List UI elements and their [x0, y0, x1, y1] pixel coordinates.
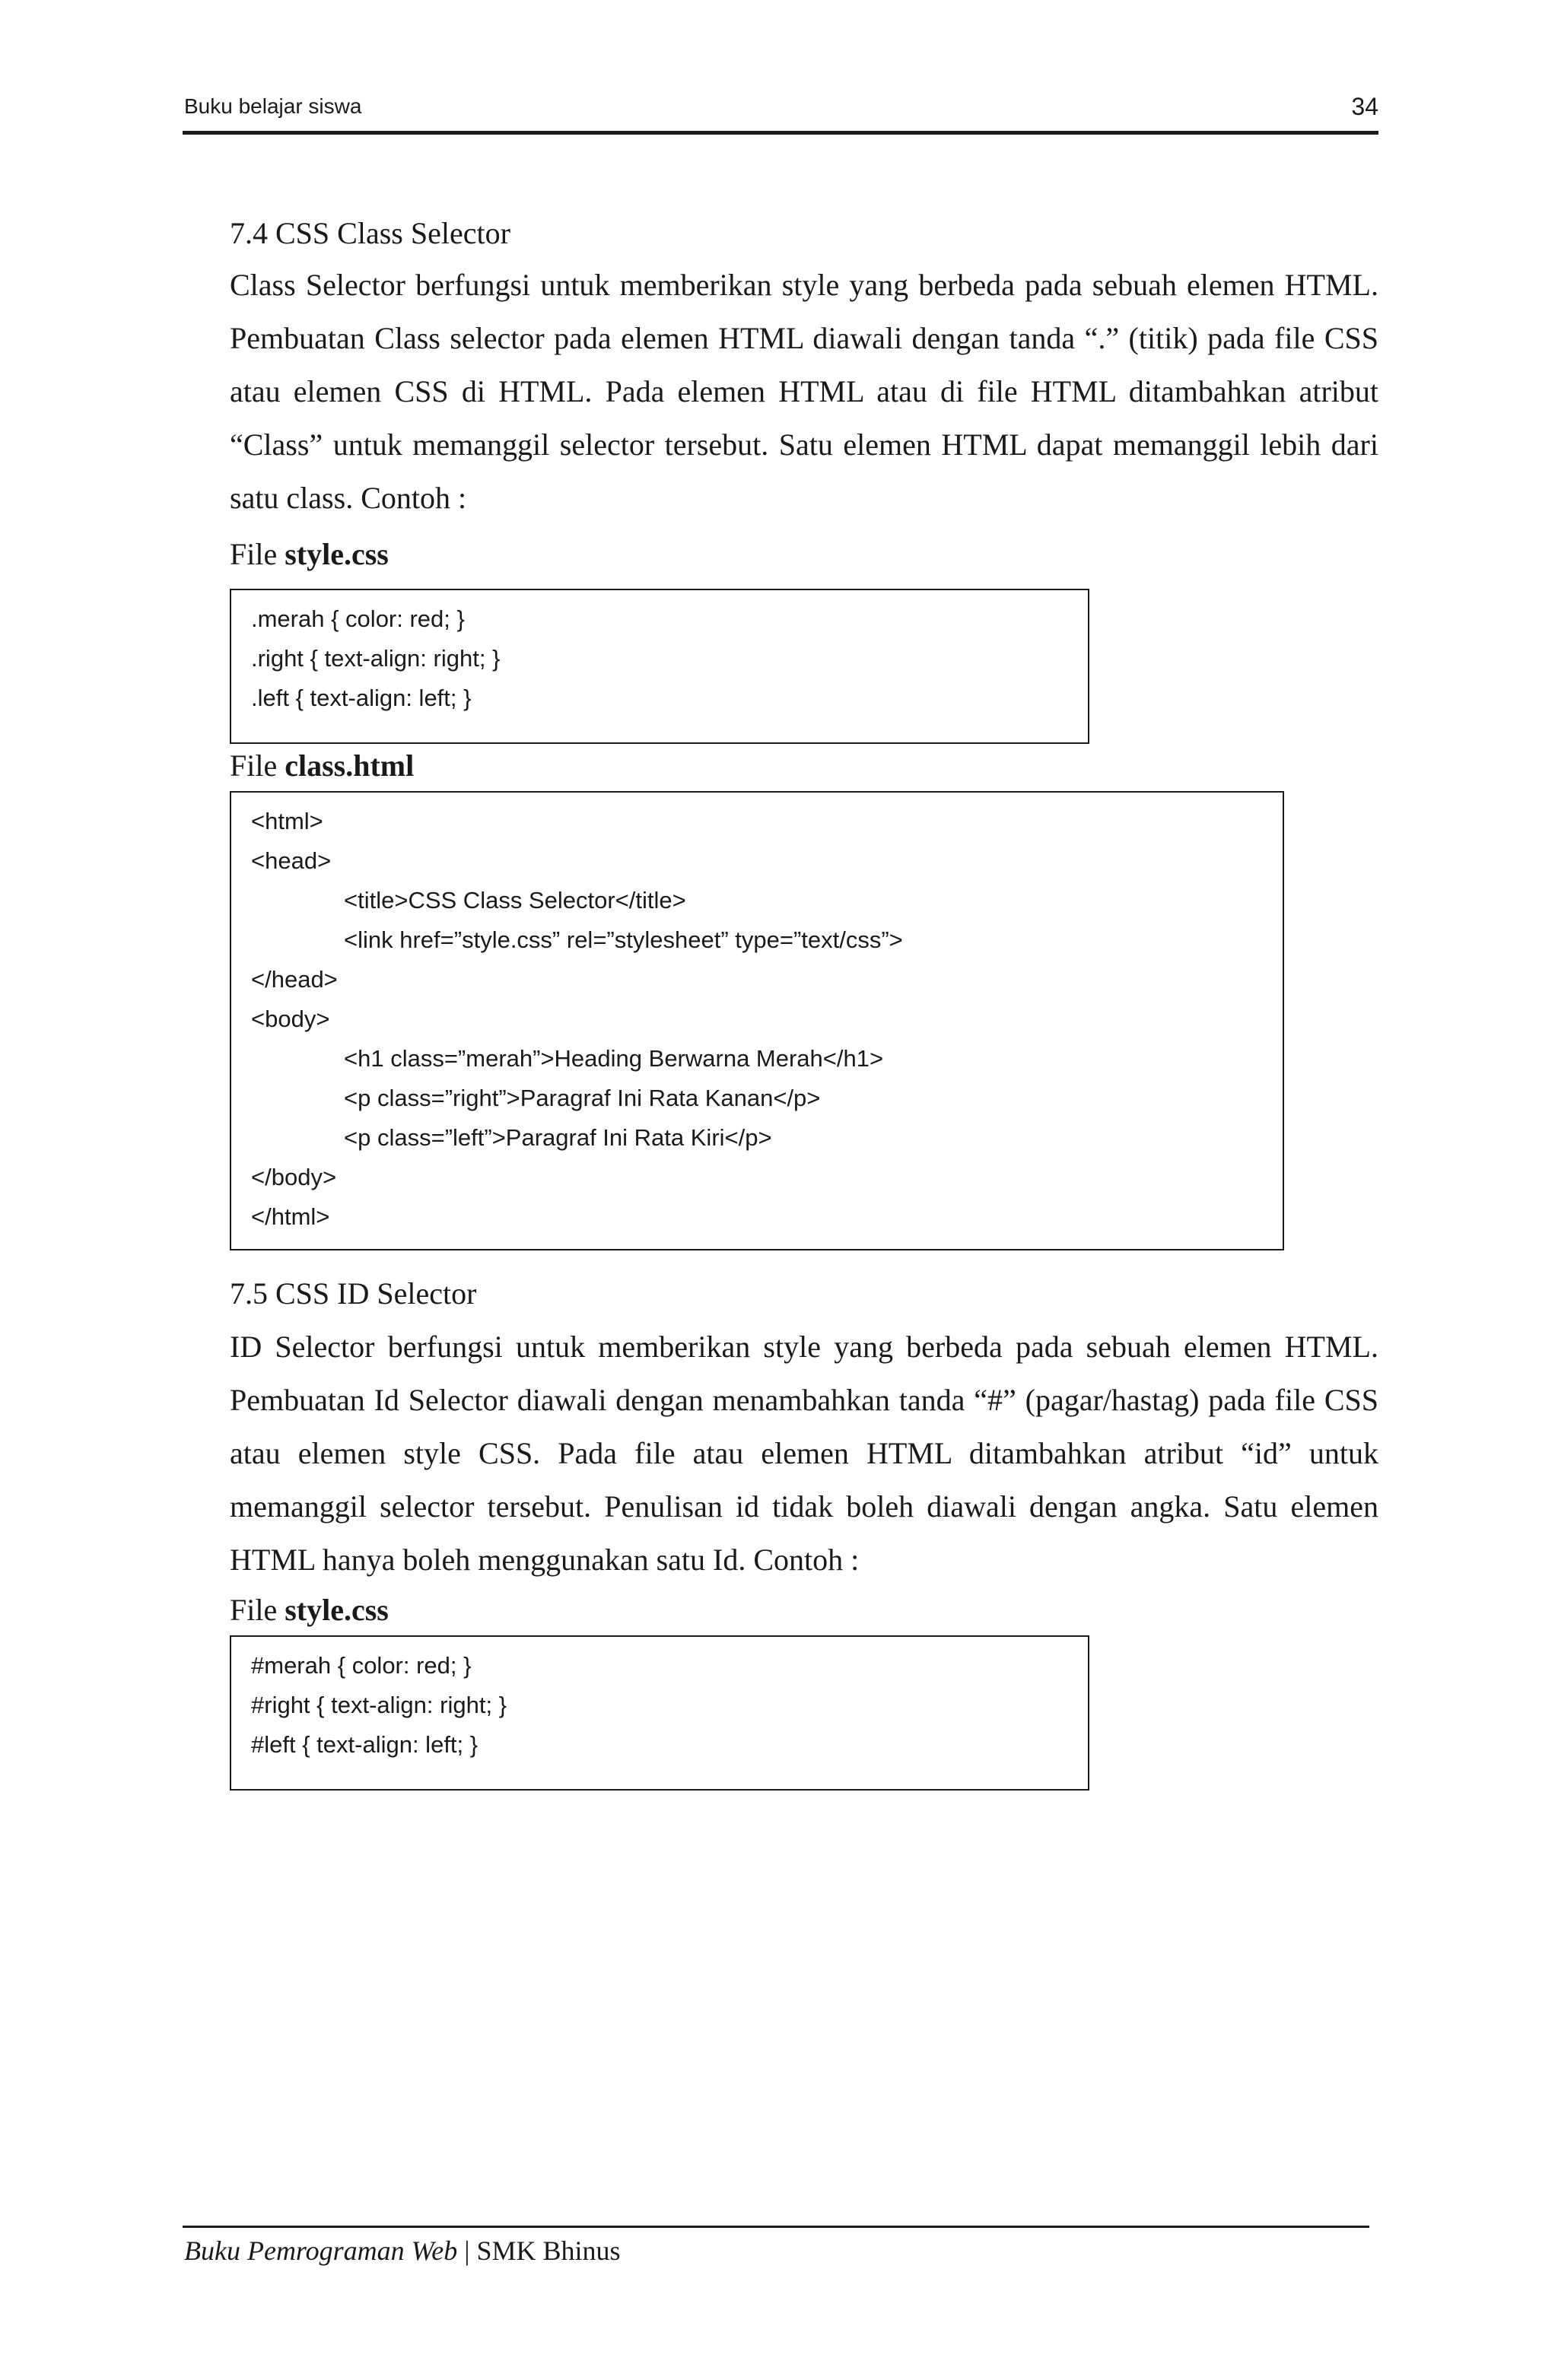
header-rule — [183, 131, 1378, 135]
code-line: .merah { color: red; } — [251, 605, 465, 632]
running-footer — [184, 2235, 621, 2267]
code-line: .left { text-align: left; } — [251, 685, 472, 711]
class-selector-paragraph: Class Selector berfungsi untuk memberikan style yang berbeda pada sebuah elemen HTML. Pembuatan Class selector pada elemen HTML diawali dengan tanda “.” (titik) pada file CSS atau elemen CSS di HTML. Pada elemen HTML atau di file HTML ditambahkan atribut “Class” untuk memanggil selector tersebut. Satu elemen HTML dapat memanggil lebih dari satu class. Contoh : — [230, 268, 1378, 515]
code-line: <title>CSS Class Selector</title> — [344, 887, 686, 914]
footer-separator: | — [457, 2235, 477, 2266]
file-label-prefix: File — [230, 537, 278, 571]
code-line: <head> — [251, 847, 332, 874]
footer-school: SMK Bhinus — [476, 2235, 621, 2266]
code-box-class-html — [230, 791, 1284, 1250]
running-header: Buku belajar siswa — [184, 94, 362, 118]
page-number: 34 — [1351, 93, 1378, 120]
code-line: #right { text-align: right; } — [251, 1692, 507, 1718]
code-line: #left { text-align: left; } — [251, 1731, 479, 1758]
code-line: </html> — [251, 1203, 330, 1230]
code-box-class-css — [230, 589, 1089, 744]
file-label-class-html — [230, 747, 1378, 785]
footer-book-title: Buku Pemrograman Web — [184, 2235, 458, 2266]
code-line: </head> — [251, 966, 338, 993]
code-line: <body> — [251, 1006, 330, 1032]
section-heading-class-selector: 7.4 CSS Class Selector — [230, 216, 510, 250]
id-selector-paragraph: ID Selector berfungsi untuk memberikan style yang berbeda pada sebuah elemen HTML. Pembuatan Id Selector diawali dengan menambahkan tanda “#” (pagar/hastag) pada file CSS atau elemen style CSS. Pada file atau elemen HTML ditambahkan atribut “id” untuk memanggil selector tersebut. Penulisan id tidak boleh diawali dengan angka. Satu elemen HTML hanya boleh menggunakan satu Id. Contoh : — [230, 1330, 1378, 1577]
file-label-style-css — [230, 535, 1378, 574]
code-box-id-css — [230, 1635, 1089, 1791]
code-line: </body> — [251, 1164, 337, 1190]
code-line: #merah { color: red; } — [251, 1652, 472, 1679]
code-line: <link href=”style.css” rel=”stylesheet” type=”text/css”> — [344, 926, 903, 953]
code-line: .right { text-align: right; } — [251, 645, 501, 672]
code-line: <p class=”left”>Paragraf Ini Rata Kiri</p> — [344, 1124, 772, 1151]
file-name: style.css — [285, 1593, 389, 1627]
file-label-prefix: File — [230, 1593, 278, 1627]
code-line: <html> — [251, 808, 323, 834]
code-line: <p class=”right”>Paragraf Ini Rata Kanan</p> — [344, 1085, 821, 1111]
file-name: style.css — [285, 537, 389, 571]
code-line: <h1 class=”merah”>Heading Berwarna Merah</h1> — [344, 1045, 884, 1072]
file-label-style-css-id — [230, 1591, 1378, 1629]
file-name: class.html — [285, 748, 415, 783]
footer-rule — [183, 2226, 1369, 2228]
file-label-prefix: File — [230, 748, 278, 783]
section-heading-id-selector: 7.5 CSS ID Selector — [230, 1276, 477, 1311]
